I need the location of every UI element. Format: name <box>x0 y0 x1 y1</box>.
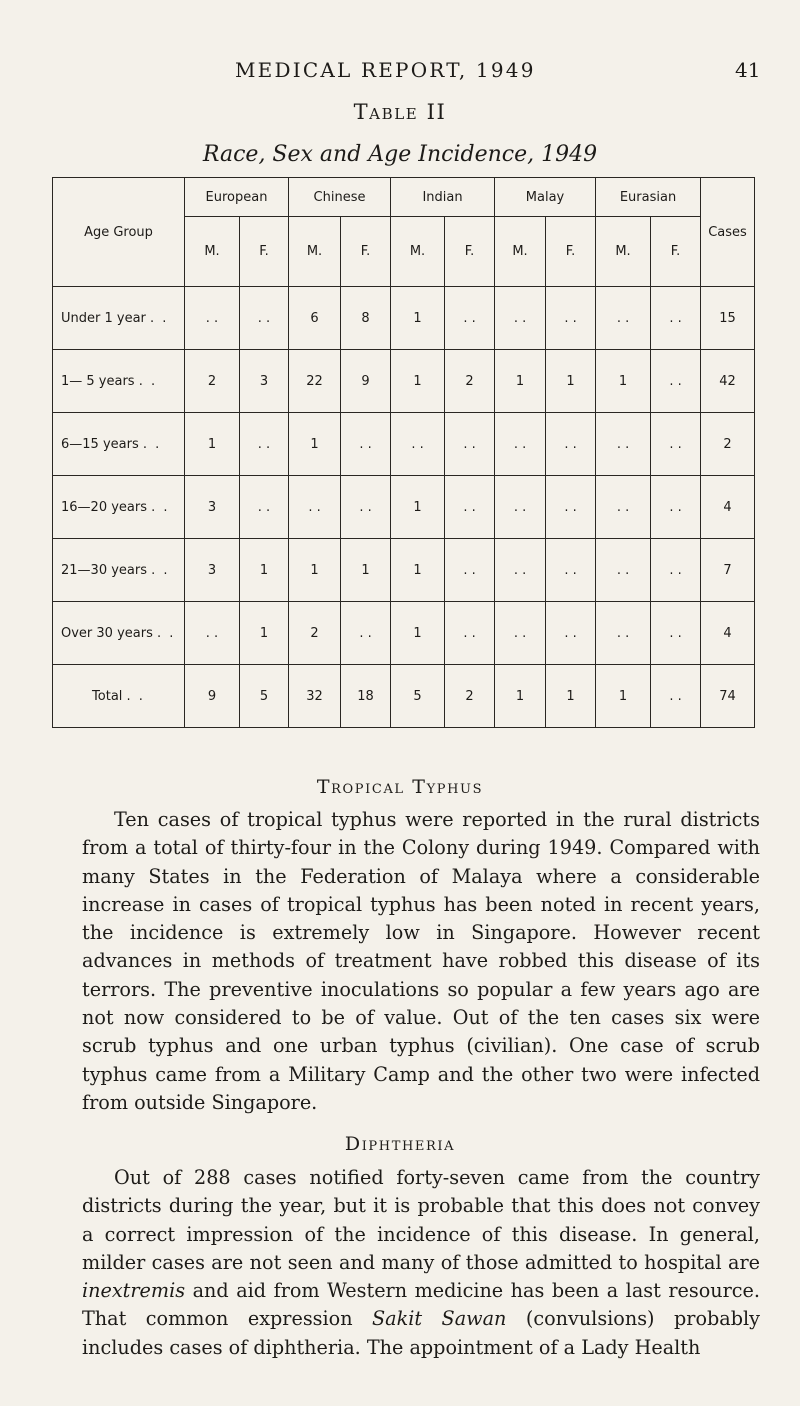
total-value-cell: 1 <box>495 665 546 728</box>
value-cell: . . <box>445 476 495 539</box>
value-cell: . . <box>546 476 596 539</box>
leader-dots: . . <box>151 562 170 578</box>
leader-dots: . . <box>150 310 169 326</box>
age-group-label: 21—30 years <box>61 562 147 578</box>
leader-dots: . . <box>151 499 170 515</box>
value-cell: . . <box>341 602 391 665</box>
value-cell: . . <box>185 602 240 665</box>
value-cell: 1 <box>185 413 240 476</box>
table-head <box>53 178 755 287</box>
age-group-cell <box>53 476 185 539</box>
group-header: Eurasian <box>596 178 701 217</box>
cases-cell: 4 <box>701 602 755 665</box>
value-cell: 1 <box>289 413 341 476</box>
value-cell: 1 <box>596 350 651 413</box>
age-group-header: Age Group <box>53 178 185 287</box>
value-cell: . . <box>495 287 546 350</box>
value-cell: . . <box>185 287 240 350</box>
value-cell: . . <box>596 539 651 602</box>
value-cell: 1 <box>391 602 445 665</box>
age-group-label: 1— 5 years <box>61 373 135 389</box>
table-row <box>53 476 755 539</box>
total-label: Total <box>92 688 123 704</box>
total-label-cell <box>53 665 185 728</box>
table-row <box>53 350 755 413</box>
age-group-label: 16—20 years <box>61 499 147 515</box>
value-cell: 1 <box>289 539 341 602</box>
leader-dots: . . <box>138 373 158 389</box>
age-group-cell <box>53 287 185 350</box>
value-cell: 1 <box>546 350 596 413</box>
value-cell: . . <box>651 287 701 350</box>
sex-header: F. <box>240 217 289 287</box>
italic-term-sakit-sawan: Sakit Sawan <box>372 1307 507 1331</box>
value-cell: 2 <box>445 350 495 413</box>
value-cell: . . <box>341 413 391 476</box>
value-cell: 2 <box>289 602 341 665</box>
running-title: MEDICAL REPORT, 1949 <box>235 58 536 82</box>
cases-cell: 4 <box>701 476 755 539</box>
total-value-cell: 5 <box>240 665 289 728</box>
cases-cell: 7 <box>701 539 755 602</box>
age-group-cell <box>53 350 185 413</box>
diphtheria-paragraph <box>82 1164 760 1362</box>
diphtheria-text-1: Out of 288 cases notified forty-seven came from the country districts during the year, but it is probable that this does not convey a correct impression of the incidence of this disease. In general, milder cases are not seen and many of those admitted to hospital are <box>82 1166 760 1274</box>
value-cell: . . <box>596 287 651 350</box>
value-cell: 1 <box>391 350 445 413</box>
value-cell: 8 <box>341 287 391 350</box>
age-group-label: 6—15 years <box>61 436 139 452</box>
value-cell: . . <box>445 539 495 602</box>
sex-header: M. <box>596 217 651 287</box>
table-row <box>53 602 755 665</box>
sex-header: F. <box>445 217 495 287</box>
table-row <box>53 539 755 602</box>
total-value-cell: 1 <box>546 665 596 728</box>
value-cell: . . <box>596 476 651 539</box>
value-cell: . . <box>546 539 596 602</box>
value-cell: . . <box>495 602 546 665</box>
group-header: European <box>185 178 289 217</box>
value-cell: 2 <box>185 350 240 413</box>
age-group-cell <box>53 602 185 665</box>
diphtheria-text-3: (convulsions) probably includes cases of diphtheria. The appointment of a Lady Health <box>82 1307 760 1359</box>
table-body <box>53 287 755 728</box>
total-value-cell: 9 <box>185 665 240 728</box>
value-cell: . . <box>341 476 391 539</box>
value-cell: 3 <box>240 350 289 413</box>
total-value-cell: 5 <box>391 665 445 728</box>
value-cell: . . <box>391 413 445 476</box>
value-cell: . . <box>445 287 495 350</box>
age-group-label: Under 1 year <box>61 310 146 326</box>
italic-term-inextremis: inextremis <box>82 1279 186 1303</box>
table-row <box>53 413 755 476</box>
value-cell: . . <box>240 287 289 350</box>
typhus-paragraph: Ten cases of tropical typhus were reported in the rural districts from a total of thirty-four in the Colony during 1949. Compared with many States in the Federation of Malaya where a considerable increase in cases of tropical typhus has been noted in recent years, the incidence is extremely low in Singapore. However recent advances in methods of treatment have robbed this disease of its terrors. The preventive inoculations so popular a few years ago are not now considered to be of value. Out of the ten cases six were scrub typhus and one urban typhus (civilian). One case of scrub typhus came from a Military Camp and the other two were infected from outside Singapore. <box>82 808 760 1114</box>
sex-header: F. <box>341 217 391 287</box>
diphtheria-text-2: and aid from Western medicine has been a last resource. That common expression <box>82 1279 760 1331</box>
value-cell: 3 <box>185 539 240 602</box>
value-cell: . . <box>546 413 596 476</box>
value-cell: . . <box>651 539 701 602</box>
cases-cell: 15 <box>701 287 755 350</box>
value-cell: . . <box>289 476 341 539</box>
cases-cell: 42 <box>701 350 755 413</box>
total-row <box>53 665 755 728</box>
value-cell: . . <box>495 413 546 476</box>
value-cell: . . <box>651 413 701 476</box>
typhus-heading: Tropical Typhus <box>316 776 484 798</box>
cases-header: Cases <box>701 178 755 287</box>
value-cell: . . <box>240 476 289 539</box>
value-cell: . . <box>495 539 546 602</box>
value-cell: . . <box>445 413 495 476</box>
age-group-label: Over 30 years <box>61 625 153 641</box>
value-cell: 1 <box>391 476 445 539</box>
table-row <box>53 287 755 350</box>
group-header: Indian <box>391 178 495 217</box>
value-cell: . . <box>495 476 546 539</box>
value-cell: . . <box>596 413 651 476</box>
incidence-table <box>52 177 755 728</box>
sex-header: M. <box>185 217 240 287</box>
total-value-cell: 1 <box>596 665 651 728</box>
page-header <box>0 58 800 88</box>
leader-dots: . . <box>126 688 145 704</box>
value-cell: 22 <box>289 350 341 413</box>
value-cell: . . <box>651 602 701 665</box>
group-header-row <box>53 178 755 217</box>
value-cell: 1 <box>341 539 391 602</box>
leader-dots: . . <box>157 625 176 641</box>
value-cell: . . <box>651 476 701 539</box>
sex-header: M. <box>391 217 445 287</box>
value-cell: . . <box>445 602 495 665</box>
typhus-section <box>82 806 760 1117</box>
age-group-cell <box>53 539 185 602</box>
value-cell: 1 <box>240 602 289 665</box>
value-cell: . . <box>546 602 596 665</box>
diphtheria-heading: Diphtheria <box>344 1133 456 1155</box>
value-cell: 6 <box>289 287 341 350</box>
value-cell: 9 <box>341 350 391 413</box>
value-cell: . . <box>240 413 289 476</box>
value-cell: 1 <box>391 287 445 350</box>
group-header: Malay <box>495 178 596 217</box>
group-header: Chinese <box>289 178 391 217</box>
diphtheria-section <box>82 1164 760 1362</box>
total-value-cell: 32 <box>289 665 341 728</box>
value-cell: 1 <box>495 350 546 413</box>
value-cell: . . <box>651 350 701 413</box>
total-value-cell: 2 <box>445 665 495 728</box>
value-cell: 1 <box>240 539 289 602</box>
page-number: 41 <box>735 58 761 82</box>
age-group-cell <box>53 413 185 476</box>
sex-header: M. <box>289 217 341 287</box>
leader-dots: . . <box>142 436 162 452</box>
sex-header: F. <box>651 217 701 287</box>
value-cell: 1 <box>391 539 445 602</box>
sex-header: F. <box>546 217 596 287</box>
table-title: Table II <box>353 100 447 124</box>
cases-cell: 2 <box>701 413 755 476</box>
sex-header: M. <box>495 217 546 287</box>
table-subtitle: Race, Sex and Age Incidence, 1949 <box>202 142 598 167</box>
total-value-cell: 18 <box>341 665 391 728</box>
total-cases-cell: 74 <box>701 665 755 728</box>
value-cell: 3 <box>185 476 240 539</box>
total-value-cell: . . <box>651 665 701 728</box>
value-cell: . . <box>596 602 651 665</box>
value-cell: . . <box>546 287 596 350</box>
